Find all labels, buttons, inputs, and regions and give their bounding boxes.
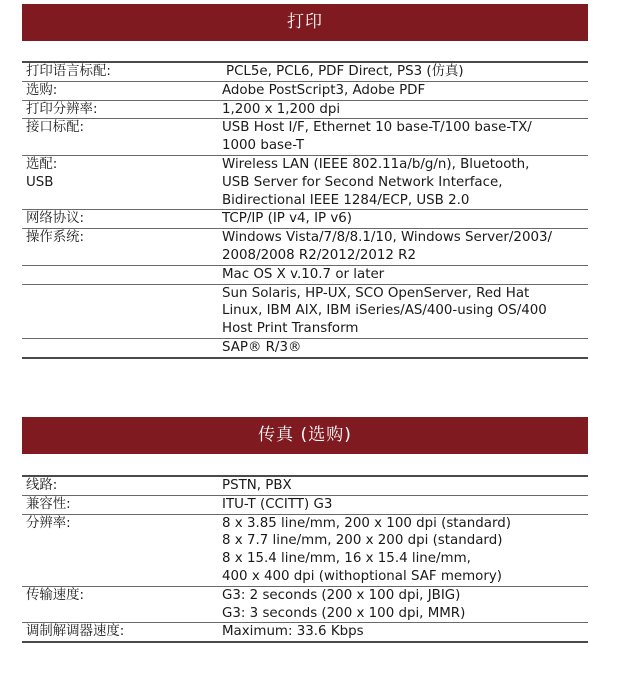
spec-value bbox=[222, 515, 588, 586]
spec-row bbox=[22, 515, 588, 587]
spec-label-line: 传输速度: bbox=[26, 587, 85, 603]
spec-value bbox=[222, 587, 588, 623]
spec-row bbox=[22, 101, 588, 120]
spec-value bbox=[222, 496, 588, 514]
spec-value bbox=[222, 477, 588, 495]
spec-value-line: Bidirectional IEEE 1284/ECP, USB 2.0 bbox=[222, 192, 470, 208]
spec-label bbox=[22, 119, 222, 155]
spec-value-line: Sun Solaris, HP-UX, SCO OpenServer, Red Hat bbox=[222, 285, 530, 301]
spec-label bbox=[22, 63, 222, 81]
spec-value bbox=[222, 63, 588, 81]
spec-value bbox=[222, 101, 588, 119]
spec-label bbox=[22, 623, 222, 641]
spec-value bbox=[222, 210, 588, 228]
spec-label bbox=[22, 101, 222, 119]
spec-value-line: PSTN, PBX bbox=[222, 478, 292, 493]
spec-value-line: Mac OS X v.10.7 or later bbox=[222, 266, 385, 282]
spec-row bbox=[22, 82, 588, 101]
spec-label bbox=[22, 229, 222, 265]
spec-value-line: 8 x 7.7 line/mm, 200 x 200 dpi (standard) bbox=[222, 533, 503, 549]
spec-value-line: G3: 2 seconds (200 x 100 dpi, JBIG) bbox=[222, 587, 461, 603]
spec-value-line: 1,200 x 1,200 dpi bbox=[222, 101, 341, 117]
fax-section-title: 传真 (选购) bbox=[258, 425, 352, 445]
spec-label-line: 操作系统: bbox=[26, 230, 85, 246]
print-section-title: 打印 bbox=[287, 12, 323, 32]
spec-label-line: USB bbox=[26, 174, 54, 190]
spec-value-line: SAP® R/3® bbox=[222, 339, 302, 355]
spec-value-line: Linux, IBM AIX, IBM iSeries/AS/400-using OS/400 bbox=[222, 303, 547, 319]
spec-value-line: 2008/2008 R2/2012/2012 R2 bbox=[222, 247, 417, 263]
spec-row bbox=[22, 496, 588, 515]
spec-row bbox=[22, 623, 588, 643]
spec-row bbox=[22, 285, 588, 339]
spec-label-line: 接口标配: bbox=[26, 120, 85, 136]
spec-value-line: USB Server for Second Network Interface, bbox=[222, 174, 503, 190]
spec-label bbox=[22, 285, 222, 338]
spec-value bbox=[222, 339, 588, 357]
print-section-header bbox=[22, 4, 588, 41]
spec-value bbox=[222, 266, 588, 284]
fax-section-header bbox=[22, 417, 588, 454]
spec-label-line: 选配: bbox=[26, 156, 58, 172]
spec-value-line: ITU-T (CCITT) G3 bbox=[222, 496, 333, 512]
spec-label bbox=[22, 82, 222, 100]
spec-value-line: USB Host I/F, Ethernet 10 base-T/100 base-TX/ bbox=[222, 120, 532, 136]
spec-label-line: 调制解调器速度: bbox=[26, 624, 125, 640]
spec-value-line: Host Print Transform bbox=[222, 321, 359, 337]
spec-label bbox=[22, 496, 222, 514]
spec-value-line: TCP/IP (IP v4, IP v6) bbox=[222, 211, 353, 227]
spec-row bbox=[22, 63, 588, 82]
spec-value bbox=[222, 623, 588, 641]
spec-label-line: 网络协议: bbox=[26, 211, 85, 227]
spec-label bbox=[22, 266, 222, 284]
spec-label bbox=[22, 210, 222, 228]
spec-row bbox=[22, 119, 588, 156]
spec-value bbox=[222, 119, 588, 155]
spec-label-line: 打印语言标配: bbox=[26, 64, 111, 79]
spec-row bbox=[22, 156, 588, 210]
spec-value-line: Maximum: 33.6 Kbps bbox=[222, 624, 364, 640]
spec-value bbox=[222, 285, 588, 338]
spec-label-line: 线路: bbox=[26, 478, 58, 493]
spec-value-line: 8 x 15.4 line/mm, 16 x 15.4 line/mm, bbox=[222, 551, 471, 567]
spec-row bbox=[22, 587, 588, 624]
spec-value-line: 8 x 3.85 line/mm, 200 x 100 dpi (standard) bbox=[222, 515, 511, 531]
spec-label bbox=[22, 156, 222, 209]
spec-row bbox=[22, 477, 588, 496]
spec-value-line: Wireless LAN (IEEE 802.11a/b/g/n), Bluetooth, bbox=[222, 156, 530, 172]
spec-value-line: Adobe PostScript3, Adobe PDF bbox=[222, 82, 426, 98]
spec-row bbox=[22, 229, 588, 266]
spec-label-line: 选购: bbox=[26, 82, 58, 98]
spec-value-line: 1000 base-T bbox=[222, 138, 305, 154]
spec-row bbox=[22, 266, 588, 285]
fax-spec-table bbox=[22, 475, 588, 643]
spec-label-line: 打印分辨率: bbox=[26, 101, 98, 117]
spec-value bbox=[222, 156, 588, 209]
spec-label-line: 兼容性: bbox=[26, 496, 71, 512]
spec-row bbox=[22, 339, 588, 359]
spec-value bbox=[222, 82, 588, 100]
spec-label bbox=[22, 587, 222, 623]
print-spec-table bbox=[22, 61, 588, 359]
spec-value bbox=[222, 229, 588, 265]
spec-label bbox=[22, 477, 222, 495]
spec-value-line: PCL5e, PCL6, PDF Direct, PS3 (仿真) bbox=[226, 64, 464, 79]
spec-value-line: Windows Vista/7/8/8.1/10, Windows Server/2003/ bbox=[222, 230, 553, 246]
spec-value-line: G3: 3 seconds (200 x 100 dpi, MMR) bbox=[222, 605, 466, 621]
spec-label bbox=[22, 339, 222, 357]
spec-label bbox=[22, 515, 222, 586]
spec-row bbox=[22, 210, 588, 229]
spec-value-line: 400 x 400 dpi (withoptional SAF memory) bbox=[222, 568, 502, 584]
spec-label-line: 分辨率: bbox=[26, 515, 71, 531]
